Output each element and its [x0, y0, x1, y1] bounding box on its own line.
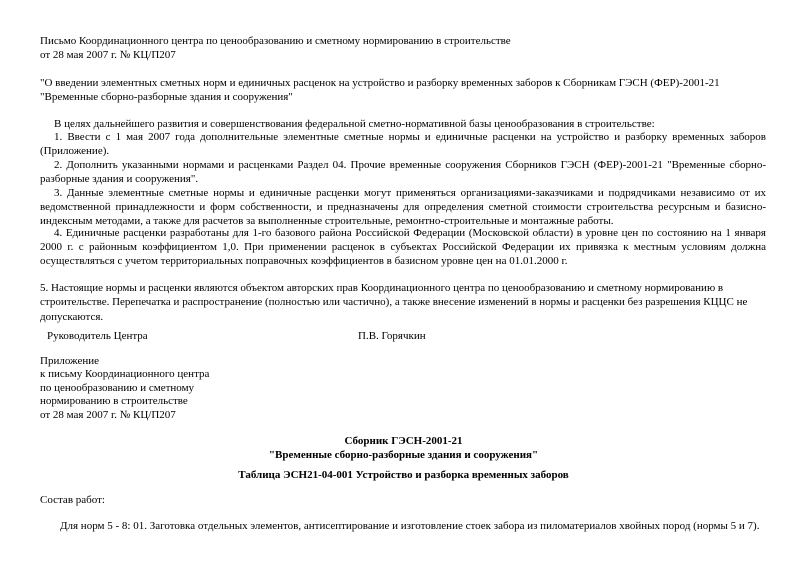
paragraph-5: 5. Настоящие нормы и расценки являются объектом авторских прав Координационного центра по ценообразованию и сметному нормированию в строительстве. Перепечатка и распространение (полностью или частично), а также внесение изменений в нормы и расценки без разрешения КЦЦС не допускаются. [40, 282, 748, 323]
signature-name: П.В. Горячкин [358, 330, 426, 342]
intro-paragraph: В целях дальнейшего развития и совершенствования федеральной сметно-нормативной базы ценообразования в строительстве: [54, 118, 655, 130]
annex-line: Приложение [40, 355, 100, 367]
paragraph-3: 3. Данные элементные сметные нормы и единичные расценки могут применяться организациями-заказчиками и подрядчиками независимо от их ведомственной принадлежности и форм собственности, и предназначены для определения сметной стоимости строительства ресурсным и базисно-индексным методами, а также для расчетов за выполненные строительные, ремонтно-строительные и монтажные работы. [40, 187, 766, 228]
collection-subtitle: "Временные сборно-разборные здания и сооружения" [268, 449, 539, 461]
paragraph-1: 1. Ввести с 1 мая 2007 года дополнительные элементные сметные нормы и единичные расценки на устройство и разборку временных заборов (Приложение). [40, 131, 766, 158]
paragraph-2: 2. Дополнить указанными нормами и расценками Раздел 04. Прочие временные сооружения Сборников ГЭСН (ФЕР)-2001-21 "Временные сборно-разборные здания и сооружения". [40, 159, 766, 186]
annex-line: нормированию в строительстве [40, 395, 188, 407]
annex-line: от 28 мая 2007 г. № КЦ/П207 [40, 409, 176, 421]
annex-line: по ценообразованию и сметному [40, 382, 195, 394]
letter-header-line1: Письмо Координационного центра по ценообразованию и сметному нормированию в строительстве [40, 35, 511, 47]
paragraph-4: 4. Единичные расценки разработаны для 1-го базового района Российской Федерации (Московской области) в уровне цен по состоянию на 1 января 2000 г. с районным коэффициентом 1,0. При применении расценок в субъектах Российской Федерации их привязка к местным условиям должна осуществляться с учетом территориальных поправочных коэффициентов в базисном уровне цен на 01.01.2000 г. [40, 227, 766, 268]
letter-header-line2: от 28 мая 2007 г. № КЦ/П207 [40, 49, 176, 61]
annex-line: к письму Координационного центра [40, 368, 210, 380]
works-heading: Состав работ: [40, 494, 105, 506]
subject-line1: "О введении элементных сметных норм и единичных расценок на устройство и разборку временных заборов к Сборникам ГЭСН (ФЕР)-2001-21 [40, 77, 720, 89]
subject-line2: "Временные сборно-разборные здания и сооружения" [40, 91, 293, 103]
table-title: Таблица ЭСН21-04-001 Устройство и разборка временных заборов [238, 469, 569, 481]
works-item: Для норм 5 - 8: 01. Заготовка отдельных элементов, антисептирование и изготовление стоек забора из пиломатериалов хвойных пород (нормы 5 и 7). [60, 520, 760, 532]
collection-title: Сборник ГЭСН-2001-21 [344, 435, 463, 447]
signature-position: Руководитель Центра [47, 330, 148, 342]
